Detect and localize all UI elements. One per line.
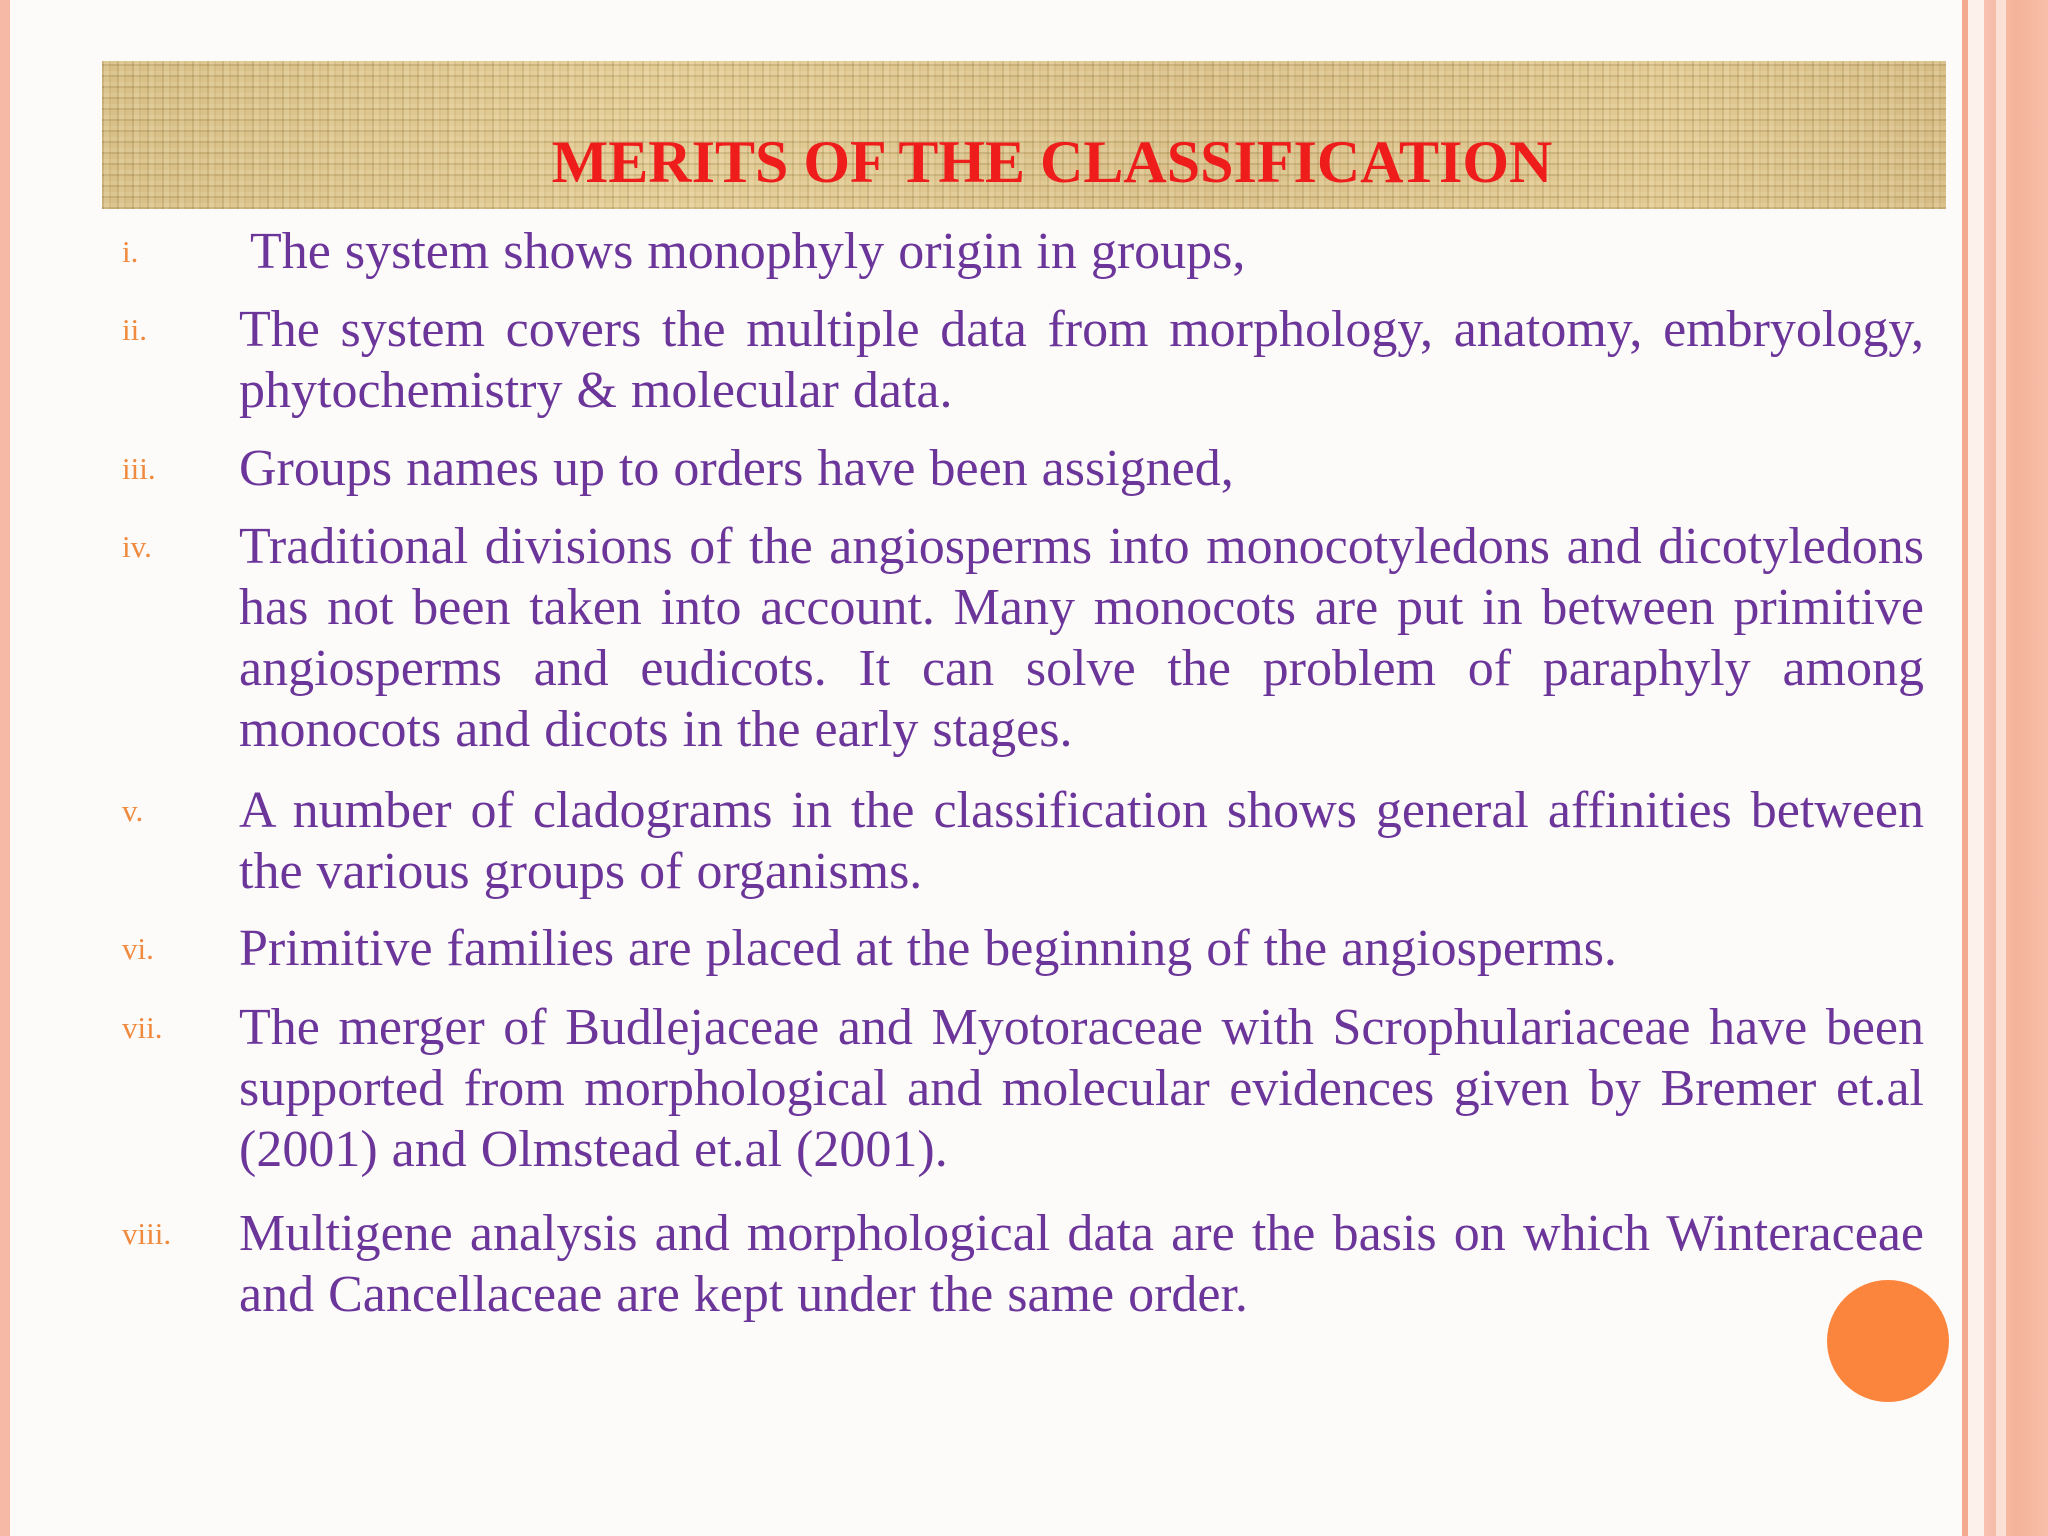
list-item-text: The merger of Budlejaceae and Myotoraceae with Scrophulariaceae have been supported from morphological and molecular evidences given by Bremer et.al (2001) and Olmstead et.al (2001). [239,999,1924,1178]
list-item-text: The system shows monophyly origin in groups, [250,223,1246,280]
list-marker: vi. [122,931,154,966]
list-item-text: A number of cladograms in the classification shows general affinities between the various groups of organisms. [239,782,1924,900]
list-item-text: Multigene analysis and morphological data are the basis on which Winteraceae and Cancellaceae are kept under the same order. [239,1205,1924,1323]
list-item-text: The system covers the multiple data from morphology, anatomy, embryology, phytochemistry & molecular data. [239,301,1924,419]
decorative-circle [1827,1280,1949,1402]
list-item-text: Primitive families are placed at the beginning of the angiosperms. [239,920,1617,977]
list-item-text: Traditional divisions of the angiosperms into monocotyledons and dicotyledons has not been taken into account. Many monocots are put in between primitive angiosperms and eudicots. It can solve the problem of paraphyly among monocots and dicots in the early stages. [239,518,1924,758]
list-marker: vii. [122,1010,163,1045]
list-marker: i. [122,234,139,269]
list-item-text: Groups names up to orders have been assigned, [239,440,1234,497]
list-marker: iv. [122,529,152,564]
list-marker: iii. [122,451,156,486]
slide-title: MERITS OF THE CLASSIFICATION [551,129,1553,195]
list-marker: viii. [122,1216,172,1251]
list-marker: ii. [122,312,147,347]
list-marker: v. [122,793,144,828]
